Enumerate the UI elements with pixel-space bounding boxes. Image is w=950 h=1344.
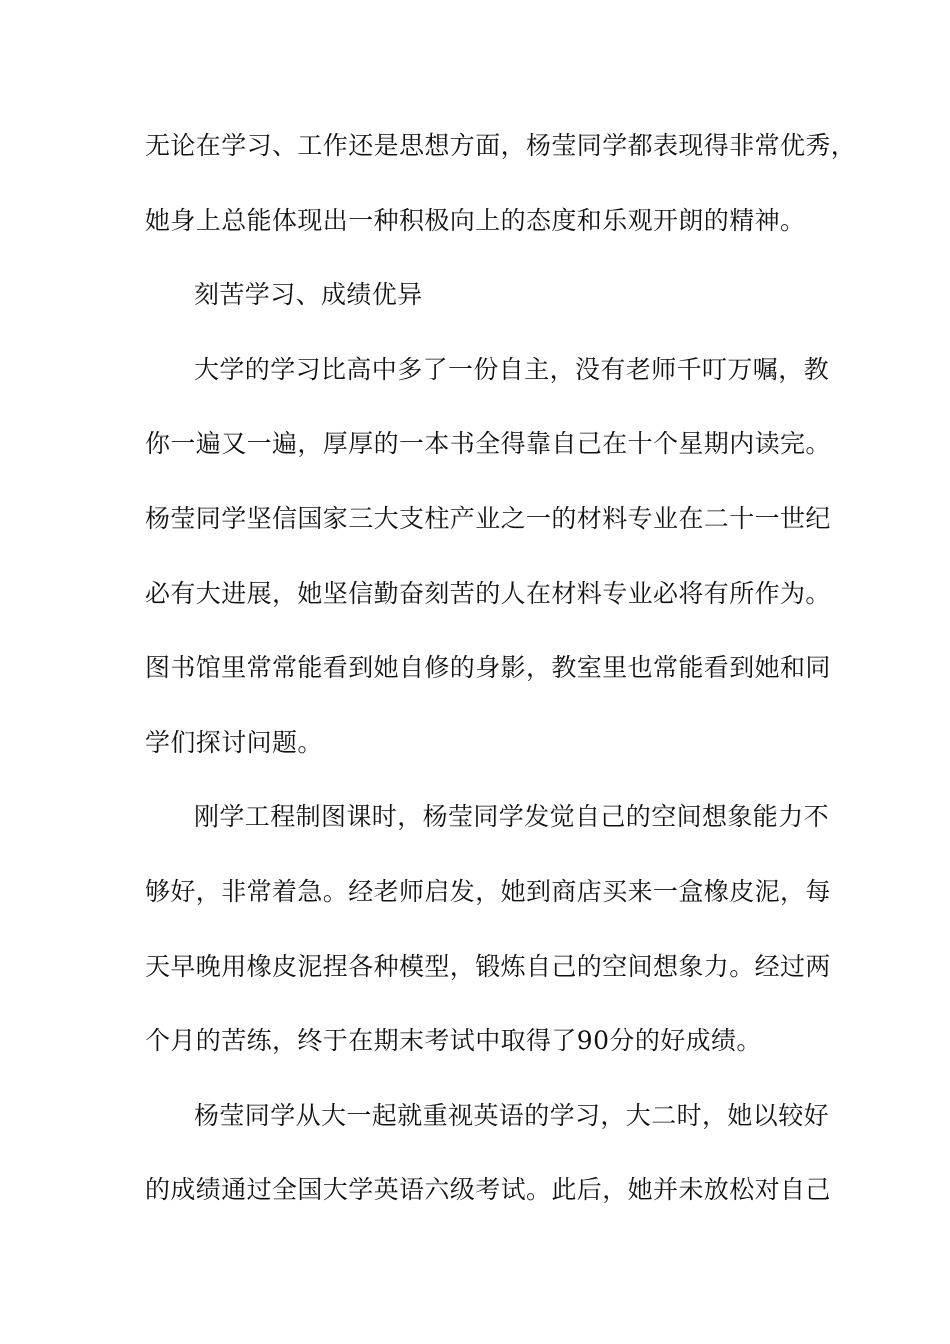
text-line: 杨莹同学从大一起就重视英语的学习，大二时，她以较好 (194, 1100, 830, 1130)
text-line: 必有大进展，她坚信勤奋刻苦的人在材料专业必将有所作为。 (145, 578, 831, 608)
text-line: 个月的苦练，终于在期末考试中取得了90分的好成绩。 (145, 1026, 762, 1056)
text-line: 大学的学习比高中多了一份自主，没有老师千叮万嘱，教 (194, 354, 830, 384)
body-text (145, 118, 857, 1237)
text-line: 无论在学习、工作还是思想方面，杨莹同学都表现得非常优秀， (145, 131, 857, 160)
text-line: 你一遍又一遍，厚厚的一本书全得靠自己在十个星期内读完。 (145, 429, 831, 459)
text-line: 她身上总能体现出一种积极向上的态度和乐观开朗的精神。 (145, 205, 806, 235)
text-line: 刚学工程制图课时，杨莹同学发觉自己的空间想象能力不 (194, 802, 830, 832)
section-heading: 刻苦学习、成绩优异 (194, 280, 423, 310)
text-line: 的成绩通过全国大学英语六级考试。此后，她并未放松对自己 (145, 1175, 831, 1205)
text-line: 图书馆里常常能看到她自修的身影，教室里也常能看到她和同 (145, 653, 831, 683)
text-line: 学们探讨问题。 (145, 727, 323, 757)
text-line: 杨莹同学坚信国家三大支柱产业之一的材料专业在二十一世纪 (145, 503, 831, 533)
text-line: 够好，非常着急。经老师启发，她到商店买来一盒橡皮泥，每 (145, 876, 831, 906)
text-line: 天早晚用橡皮泥捏各种模型，锻炼自己的空间想象力。经过两 (145, 951, 831, 981)
